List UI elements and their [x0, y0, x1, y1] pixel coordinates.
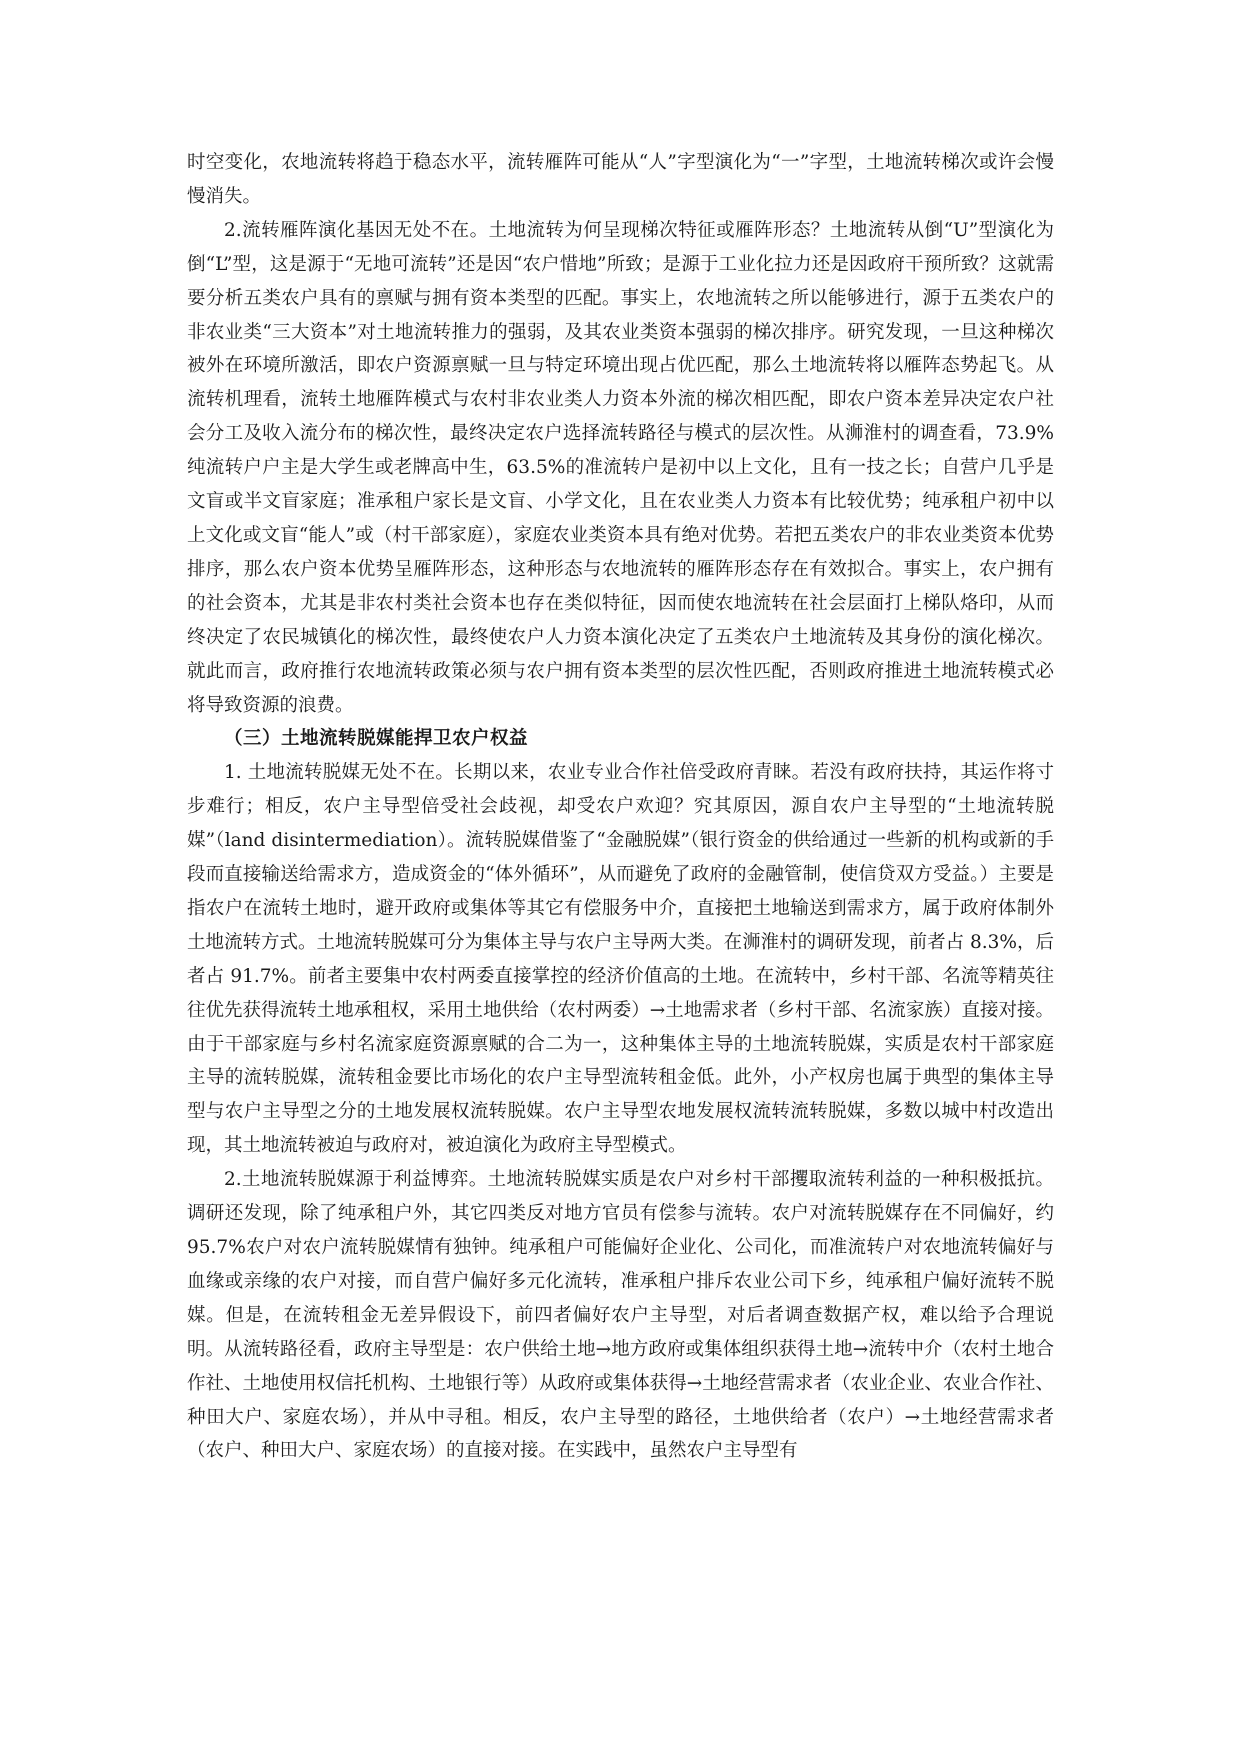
paragraph-flying-geese-gene: 2.流转雁阵演化基因无处不在。土地流转为何呈现梯次特征或雁阵形态？土地流转从倒“U”型演化为倒“L”型，这是源于“无地可流转”还是因“农户惜地”所致；是源于工业化拉力还是因政府干预所致？这就需要分析五类农户具有的禀赋与拥有资本类型的匹配。事实上，农地流转之所以能够进行，源于五类农户的非农业类“三大资本”对土地流转推力的强弱，及其农业类资本强弱的梯次排序。研究发现，一旦这种梯次被外在环境所激活，即农户资源禀赋一旦与特定环境出现占优匹配，那么土地流转将以雁阵态势起飞。从流转机理看，流转土地雁阵模式与农村非农业类人力资本外流的梯次相匹配，即农户资本差异决定农户社会分工及收入流分布的梯次性，最终决定农户选择流转路径与模式的层次性。从浉淮村的调查看，73.9%纯流转户户主是大学生或老牌高中生，63.5%的准流转户是初中以上文化，且有一技之长；自营户几乎是文盲或半文盲家庭；准承租户家长是文盲、小学文化，且在农业类人力资本有比较优势；纯承租户初中以上文化或文盲“能人”或（村干部家庭），家庭农业类资本具有绝对优势。若把五类农户的非农业类资本优势排序，那么农户资本优势呈雁阵形态，这种形态与农地流转的雁阵形态存在有效拟合。事实上，农户拥有的社会资本，尤其是非农村类社会资本也存在类似特征，因而使农地流转在社会层面打上梯队烙印，从而终决定了农民城镇化的梯次性，最终使农户人力资本演化决定了五类农户土地流转及其身份的演化梯次。就此而言，政府推行农地流转政策必须与农户拥有资本类型的层次性匹配，否则政府推进土地流转模式必将导致资源的浪费。 — [187, 219, 1054, 716]
paragraph-disintermediation-everywhere: 1. 土地流转脱媒无处不在。长期以来，农业专业合作社倍受政府青睐。若没有政府扶持，其运作将寸步难行；相反，农户主导型倍受社会歧视，却受农户欢迎？究其原因，源自农户主导型的“土地流转脱媒”（land disintermediation）。流转脱媒借鉴了“金融脱媒”（银行资金的供给通过一些新的机构或新的手段而直接输送给需求方，造成资金的“体外循环”，从而避免了政府的金融管制，使信贷双方受益。）主要是指农户在流转土地时，避开政府或集体等其它有偿服务中介，直接把土地输送到需求方，属于政府体制外土地流转方式。土地流转脱媒可分为集体主导与农户主导两大类。在浉淮村的调研发现，前者占 8.3%，后者占 91.7%。前者主要集中农村两委直接掌控的经济价值高的土地。在流转中，乡村干部、名流等精英往往优先获得流转土地承租权，采用土地供给（农村两委）→土地需求者（乡村干部、名流家族）直接对接。由于干部家庭与乡村名流家庭资源禀赋的合二为一，这种集体主导的土地流转脱媒，实质是农村干部家庭主导的流转脱媒，流转租金要比市场化的农户主导型流转租金低。此外，小产权房也属于典型的集体主导型与农户主导型之分的土地发展权流转脱媒。农户主导型农地发展权流转流转脱媒，多数以城中村改造出现，其土地流转被迫与政府对，被迫演化为政府主导型模式。 — [187, 762, 1054, 1157]
paragraph-disintermediation-interest: 2.土地流转脱媒源于利益博弈。土地流转脱媒实质是农户对乡村干部攫取流转利益的一种积极抵抗。调研还发现，除了纯承租户外，其它四类反对地方官员有偿参与流转。农户对流转脱媒存在不同偏好，约 95.7%农户对农户流转脱媒情有独钟。纯承租户可能偏好企业化、公司化，而准流转户对农地流转偏好与血缘或亲缘的农户对接，而自营户偏好多元化流转，准承租户排斥农业公司下乡，纯承租户偏好流转不脱媒。但是，在流转租金无差异假设下，前四者偏好农户主导型，对后者调查数据产权，难以给予合理说明。从流转路径看，政府主导型是：农户供给土地→地方政府或集体组织获得土地→流转中介（农村土地合作社、土地使用权信托机构、土地银行等）从政府或集体获得→土地经营需求者（农业企业、农业合作社、种田大户、家庭农场），并从中寻租。相反，农户主导型的路径，土地供给者（农户）→土地经营需求者（农户、种田大户、家庭农场）的直接对接。在实践中，虽然农户主导型有 — [187, 1169, 1054, 1462]
document-page — [187, 146, 1054, 1468]
section-heading: （三）土地流转脱媒能捍卫农户权益 — [224, 728, 529, 750]
paragraph-continuation: 时空变化，农地流转将趋于稳态水平，流转雁阵可能从“人”字型演化为“一”字型，土地流转梯次或许会慢慢消失。 — [187, 152, 1054, 207]
